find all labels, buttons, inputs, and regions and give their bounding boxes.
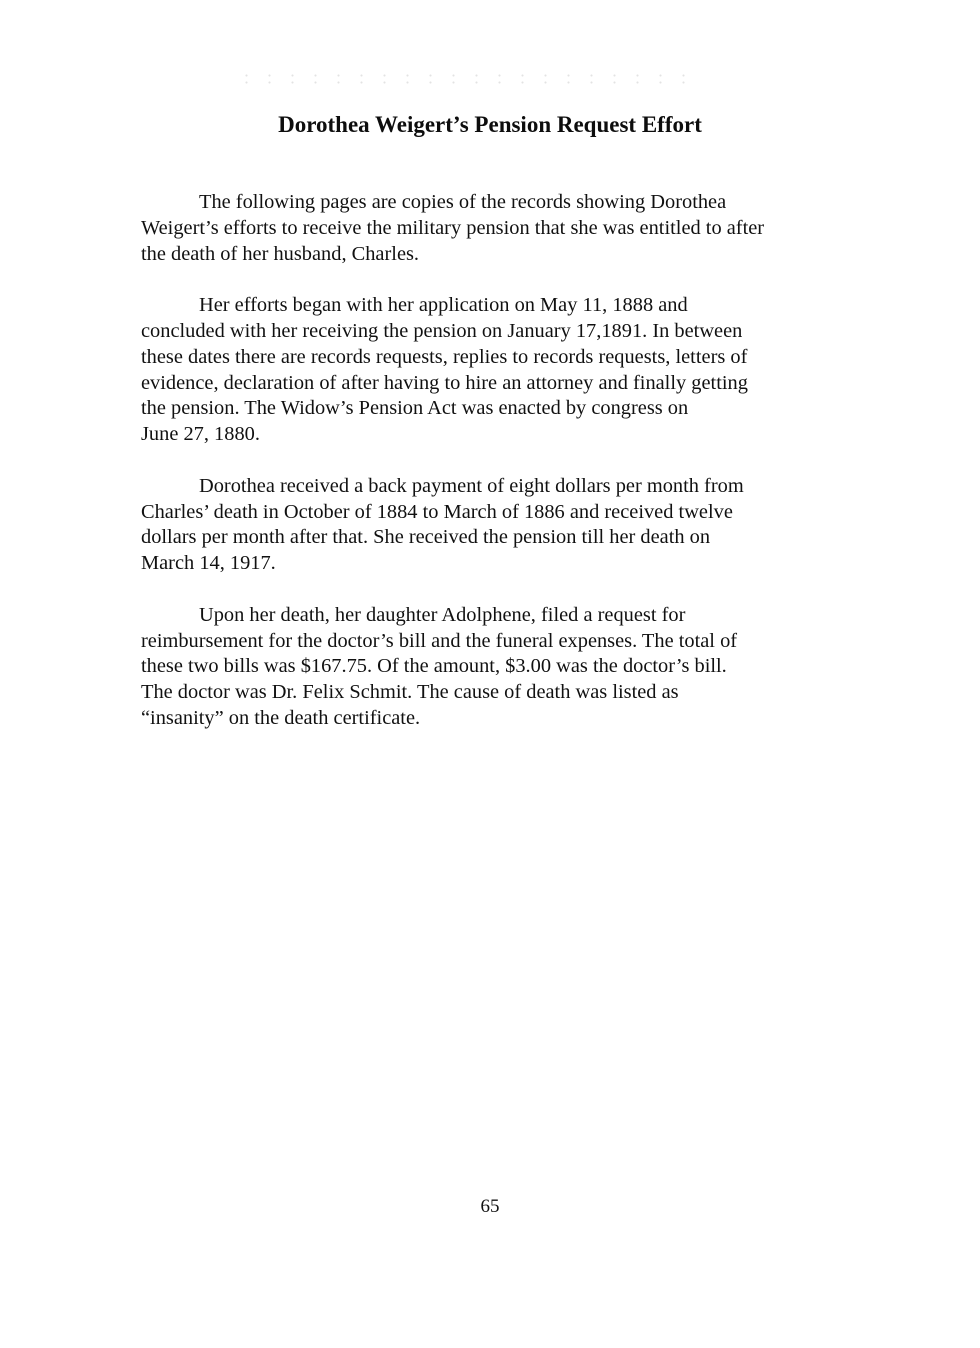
body-text: [141, 190, 841, 758]
paragraph-timeline: Her efforts began with her application on May 11, 1888 and concluded with her receiving the pension on January 17,1891. In between these dates there are records requests, replies to records requests, letters of evidence, declaration of after having to hire an attorney and finally getting the pension. The Widow’s Pension Act was enacted by congress on June 27, 1880.: [141, 294, 748, 446]
paragraph-intro: The following pages are copies of the records showing Dorothea Weigert’s efforts to receive the military pension that she was entitled to after the death of her husband, Charles.: [141, 191, 765, 265]
page-number: 65: [480, 1196, 500, 1217]
paragraph-reimbursement: Upon her death, her daughter Adolphene, filed a request for reimbursement for the doctor’s bill and the funeral expenses. The total of these two bills was $167.75. Of the amount, $3.00 was the doctor’s bill. The doctor was Dr. Felix Schmit. The cause of death was listed as “insanity” on the death certificate.: [141, 603, 738, 729]
paragraph-payments: Dorothea received a back payment of eight dollars per month from Charles’ death in October of 1884 to March of 1886 and received twelve dollars per month after that. She received the pension till her death on March 14, 1917.: [141, 474, 744, 575]
scan-artifact: [235, 72, 705, 84]
page-title: Dorothea Weigert’s Pension Request Effort: [278, 112, 702, 137]
